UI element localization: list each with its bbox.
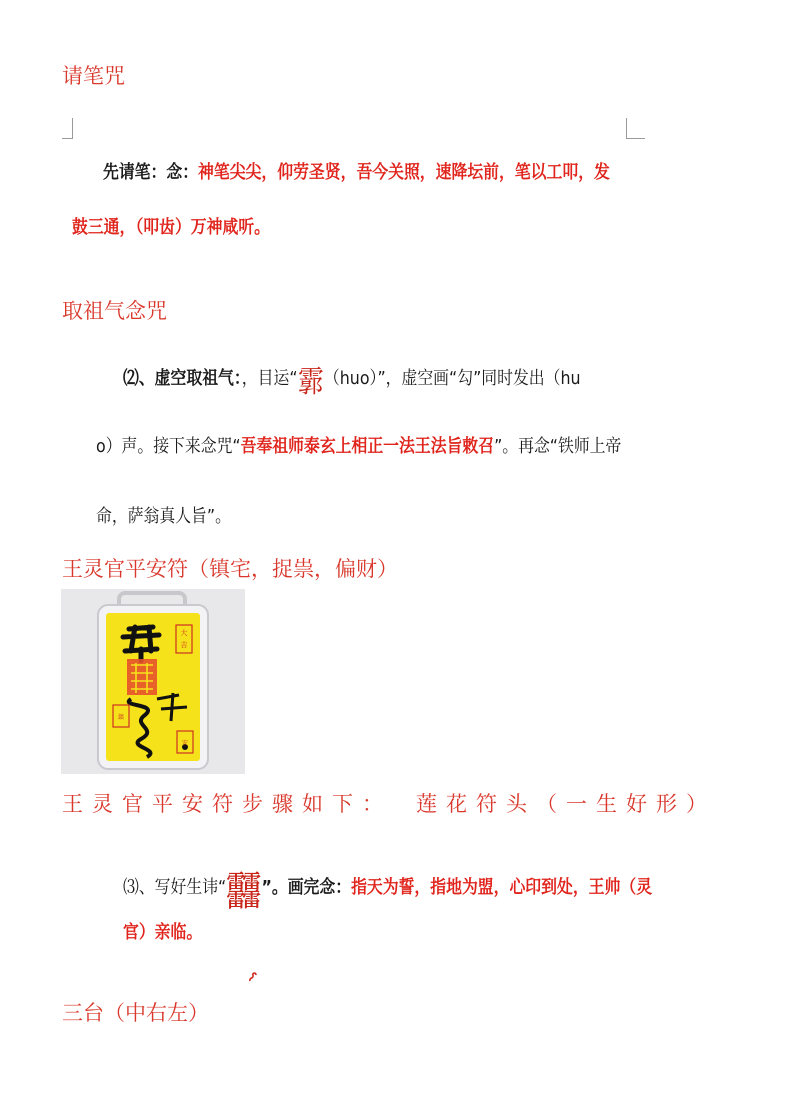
talisman-photo (61, 589, 245, 774)
incantation-intro: 先请笔：念： (103, 162, 199, 183)
section-title-quzuqi: 取祖气念咒 (62, 299, 167, 323)
section-title-steps (62, 788, 716, 818)
talisman-card-drawing (61, 589, 245, 774)
step-2-line-1 (123, 357, 581, 401)
step-3-red-1: 指天为誓，指地为盟，心印到处，王帅（灵 (351, 877, 653, 898)
crop-mark-right (626, 118, 645, 139)
step-2-text-a: ，目运“ (241, 368, 298, 389)
svg-text:吉: 吉 (180, 641, 188, 649)
seal-character-sheng: 䨻 (226, 869, 262, 915)
small-seal-mark (248, 968, 258, 980)
step-2-number: ⑵、虚空取祖气： (123, 368, 242, 389)
step-2-text-d: ”。再念“铁师上帝 (494, 436, 622, 457)
seal-character-huo: 霩 (297, 365, 324, 400)
step-3-line-1 (123, 860, 652, 917)
section-title-santai: 三台（中右左） (62, 1001, 209, 1025)
incantation-line-1 (103, 158, 610, 184)
incantation-red-1: 神笔尖尖，仰劳圣贤，吾今关照，速降坛前，笔以工叩，发 (198, 162, 610, 183)
steps-title-a: 王灵官平安符步骤如下： (62, 792, 392, 816)
step-2-text-c: o）声。接下来念咒“ (96, 436, 241, 457)
step-2-line-2 (96, 432, 621, 458)
section-title-pingan: 王灵官平安符（镇宅，捉祟，偏财） (62, 557, 398, 581)
section-title-qingbi: 请笔咒 (62, 64, 125, 88)
stamp-top-text: 大 (180, 629, 188, 637)
step-3-text-a: ”。画完念： (261, 877, 352, 898)
step-2-red: 吾奉祖师泰玄上相正一法王法旨敕召 (240, 436, 495, 457)
step-2-line-3: 命，萨翁真人旨”。 (96, 506, 231, 527)
step-3-line-2: 官）亲临。 (123, 922, 203, 943)
step-2-text-b: （huo）”，虚空画“勾”同时发出（hu (323, 368, 581, 389)
crop-mark-left (62, 118, 73, 139)
svg-text:安: 安 (181, 740, 189, 747)
steps-title-b: 莲花符头（一生好形） (416, 792, 716, 816)
incantation-line-2: 鼓三通，（叩齿）万神咸听。 (72, 217, 270, 238)
svg-text:鎮: 鎮 (117, 714, 125, 721)
step-3-number: ⑶、写好生讳“ (123, 877, 227, 898)
